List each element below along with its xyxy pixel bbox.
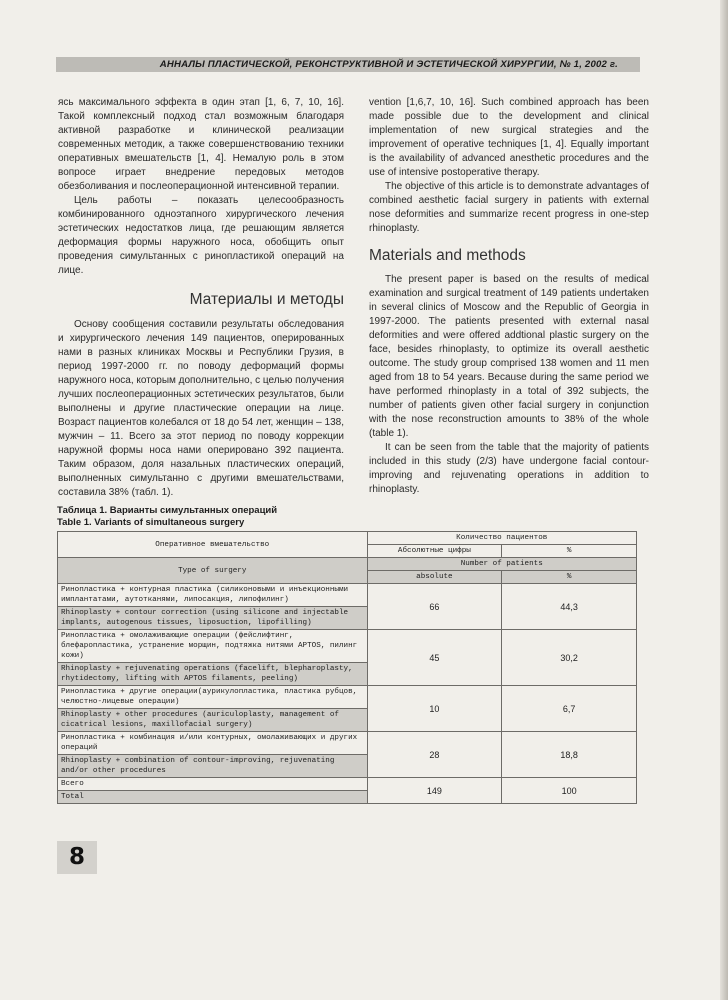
table-row-total [58,778,637,791]
caption-en: Table 1. Variants of simultaneous surgery [57,517,245,528]
row-label-ru: Ринопластика + омолаживающие операции (фейслифтинг, блефаропластика, устранение морщин, подтяжка нитями APTOS, пилинг кожи) [58,630,368,663]
paragraph: vention [1,6,7, 10, 16]. Such combined approach has been made possible due to the development and clinical implementation of new surgical strategies and the improvement of operative techniques [1, 4]. Equally important is the availability of advanced anesthetic procedures and the use of intensive postoperative therapy. [369,97,649,178]
header-cell: Количество пациентов [367,532,637,545]
section-heading: Materials and methods [369,247,526,264]
table-caption [57,505,277,529]
row-label-ru: Ринопластика + комбинация и/или контурных, омолаживающих и других операций [58,732,368,755]
row-label-en: Rhinoplasty + contour correction (using silicone and injectable implants, autogenous tissues, liposuction, lipofilling) [58,607,368,630]
row-label-ru: Ринопластика + контурная пластика (силиконовыми и инъекционными имплантатами, аутотканями, липосакция, липофилинг) [58,584,368,607]
page-edge-shadow [720,0,728,1000]
row-label-en: Rhinoplasty + combination of contour-improving, rejuvenating and/or other procedures [58,755,368,778]
cell-percent: 6,7 [502,686,637,732]
header-cell: % [502,571,637,584]
cell-percent: 100 [502,778,637,804]
cell-percent: 18,8 [502,732,637,778]
row-label-ru: Ринопластика + другие операции(аурикулопластика, пластика рубцов, челюстно-лицевые операции) [58,686,368,709]
paragraph: The objective of this article is to demonstrate advantages of combined aesthetic facial surgery in patients with external nose deformities and summarize recent progress in one-step rhinoplasty. [369,181,649,234]
cell-absolute: 10 [367,686,502,732]
page-number: 8 [57,841,97,874]
header-cell: Type of surgery [58,558,368,584]
paragraph: The present paper is based on the results of medical examination and surgical treatment of 149 patients undertaken in several clinics of Moscow and the Republic of Georgia in 1997-2000. The patients presented with external nasal deformities and were offered addtional plastic surgery on the face, besides rhinoplasty, to optimize its overall aesthetic outcome. The study group comprised 138 women and 11 men aged from 18 to 54 years. Because during the same period we have performed rhinoplasty in a total of 392 subjects, the number of patients given other facial surgery in conjunction with the nose reconstruction amounts to 38% of the whole (table 1). [369,274,649,439]
cell-absolute: 149 [367,778,502,804]
total-label-en: Total [58,791,368,804]
running-header: АННАЛЫ ПЛАСТИЧЕСКОЙ, РЕКОНСТРУКТИВНОЙ И ЭСТЕТИЧЕСКОЙ ХИРУРГИИ, № 1, 2002 г. [56,57,640,72]
variants-table [57,531,637,804]
table-row [58,686,637,709]
table-row [58,732,637,755]
cell-percent: 44,3 [502,584,637,630]
paragraph: Основу сообщения составили результаты обследования и хирургического лечения 149 пациентов, оперированных нами в разных клиниках Москвы и Республики Грузия, в период 1997-2000 гг. по поводу деформаций формы наружного носа, которым дополнительно, с целью получения лучших послеоперационных эстетических результатов, были выполнены и другие пластические операции на лице. Возраст пациентов колебался от 18 до 54 лет, женщин – 138, мужчин – 11. Всего за этот период по поводу коррекции наружной формы носа нами оперировано 392 пациента. Таким образом, доля назальных пластических операций, выполненных симультанно с другими вмешательствами, составила 38% (табл. 1). [58,319,344,498]
caption-ru: Таблица 1. Варианты симультанных операций [57,505,278,516]
table-row [58,584,637,607]
cell-absolute: 66 [367,584,502,630]
right-column-english [369,96,649,497]
left-column-russian [58,96,344,500]
section-heading: Материалы и методы [189,291,344,308]
paragraph: яcь максимального эффекта в один этап [1, 6, 7, 10, 16]. Такой комплексный подход стал возможным благодаря активной разработке и клинической реализации современных методик, а также совершенствованию техники оперативных вмешательств [1, 4]. Немалую роль в этом вопросе играет внедрение передовых методов обезболивания и послеоперационной интенсивной терапии. [58,97,344,192]
paragraph: Цель работы – показать целесообразность комбинированного одноэтапного хирургического лечения эстетических недостатков лица, где решающим является деформация формы наружного носа, обобщить опыт проведения симультанных с ринопластикой операций на лице. [58,195,344,276]
table-row [58,630,637,663]
cell-absolute: 45 [367,630,502,686]
paragraph: It can be seen from the table that the majority of patients included in this study (2/3) have undergone facial contour-improving and rejuvenating operations in addition to rhinoplasty. [369,442,649,495]
header-cell: absolute [367,571,502,584]
row-label-en: Rhinoplasty + rejuvenating operations (facelift, blepharoplasty, rhytidectomy, lifting with APTOS filaments, peeling) [58,663,368,686]
header-cell: % [502,545,637,558]
header-cell: Абсолютные цифры [367,545,502,558]
header-cell: Оперативное вмешательство [58,532,368,558]
total-label-ru: Всего [58,778,368,791]
cell-absolute: 28 [367,732,502,778]
row-label-en: Rhinoplasty + other procedures (auriculoplasty, management of cicatrical lesions, maxillofacial surgery) [58,709,368,732]
header-cell: Number of patients [367,558,637,571]
cell-percent: 30,2 [502,630,637,686]
